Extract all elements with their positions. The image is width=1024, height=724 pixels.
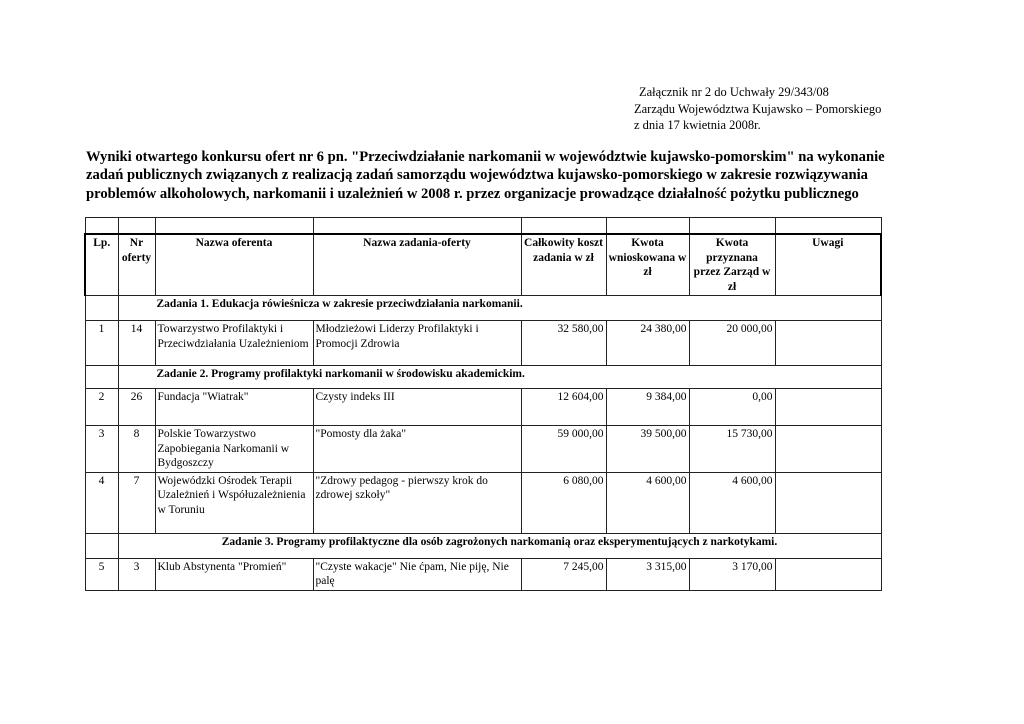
cell-uwagi [775,321,881,366]
cell-przyznana: 15 730,00 [689,426,775,473]
header-oferent: Nazwa oferenta [155,234,313,296]
table-row [85,389,881,426]
annex-note [634,84,881,134]
header-wnioskowana: Kwota wnioskowana w zł [606,234,689,296]
results-table [84,217,882,591]
cell-nr: 26 [118,389,155,426]
annex-line-2: Zarządu Województwa Kujawsko – Pomorskiego [634,101,882,116]
section-row [85,366,881,389]
cell-wnioskowana: 24 380,00 [606,321,689,366]
cell-lp: 1 [85,321,118,366]
section-lp-cell [85,366,118,389]
cell-uwagi [775,426,881,473]
cell-zadanie: Czysty indeks III [313,389,521,426]
cell-zadanie: Młodzieżowi Liderzy Profilaktyki i Promocji Zdrowia [313,321,521,366]
section-row [85,296,881,321]
header-lp: Lp. [85,234,118,296]
section-title: Zadania 1. Edukacja rówieśnicza w zakresie przeciwdziałania narkomanii. [118,296,881,321]
cell-oferent: Fundacja "Wiatrak" [155,389,313,426]
cell-zadanie: "Pomosty dla żaka" [313,426,521,473]
cell-oferent: Towarzystwo Profilaktyki i Przeciwdziałania Uzależnieniom [155,321,313,366]
header-nr: Nr oferty [118,234,155,296]
cell-przyznana: 3 170,00 [689,558,775,590]
cell-nr: 8 [118,426,155,473]
cell-przyznana: 4 600,00 [689,472,775,533]
section-title: Zadanie 2. Programy profilaktyki narkomanii w środowisku akademickim. [118,366,881,389]
section-row [85,533,881,558]
cell-przyznana: 20 000,00 [689,321,775,366]
cell-lp: 4 [85,472,118,533]
section-title: Zadanie 3. Programy profilaktyczne dla osób zagrożonych narkomanią oraz eksperymentujących z narkotykami. [118,533,881,558]
cell-lp: 3 [85,426,118,473]
cell-wnioskowana: 9 384,00 [606,389,689,426]
cell-wnioskowana: 39 500,00 [606,426,689,473]
section-lp-cell [85,296,118,321]
cell-koszt: 32 580,00 [521,321,606,366]
table-body [85,296,881,591]
cell-nr: 14 [118,321,155,366]
table-spacer-row [85,218,881,235]
cell-zadanie: "Czyste wakacje" Nie ćpam, Nie piję, Nie palę [313,558,521,590]
cell-uwagi [775,472,881,533]
cell-koszt: 6 080,00 [521,472,606,533]
header-zadanie: Nazwa zadania-oferty [313,234,521,296]
header-uwagi: Uwagi [775,234,881,296]
table-header-row [85,234,881,296]
cell-wnioskowana: 3 315,00 [606,558,689,590]
cell-przyznana: 0,00 [689,389,775,426]
cell-uwagi [775,558,881,590]
cell-oferent: Polskie Towarzystwo Zapobiegania Narkomanii w Bydgoszczy [155,426,313,473]
cell-wnioskowana: 4 600,00 [606,472,689,533]
annex-line-3: z dnia 17 kwietnia 2008r. [634,118,761,132]
table-row [85,472,881,533]
table-row [85,321,881,366]
cell-oferent: Klub Abstynenta "Promień" [155,558,313,590]
header-przyznana: Kwota przyznana przez Zarząd w zł [689,234,775,296]
cell-lp: 2 [85,389,118,426]
document-title: Wyniki otwartego konkursu ofert nr 6 pn. "Przeciwdziałanie narkomanii w województwie kujawsko-pomorskim" na wykonanie zadań publicznych związanych z realizacją zadań samorządu województwa kujawsko-pomorskiego w zakresie rozwiązywania problemów alkoholowych, narkomanii i uzależnień w 2008 r. przez organizacje prowadzące działalność pożytku publicznego [86,149,885,202]
cell-koszt: 7 245,00 [521,558,606,590]
cell-oferent: Wojewódzki Ośrodek Terapii Uzależnień i Współuzależnienia w Toruniu [155,472,313,533]
cell-zadanie: "Zdrowy pedagog - pierwszy krok do zdrowej szkoły" [313,472,521,533]
table-row [85,558,881,590]
cell-koszt: 59 000,00 [521,426,606,473]
header-koszt: Całkowity koszt zadania w zł [521,234,606,296]
annex-line-1: Załącznik nr 2 do Uchwały 29/343/08 [639,85,829,99]
table-row [85,426,881,473]
cell-nr: 7 [118,472,155,533]
cell-lp: 5 [85,558,118,590]
cell-koszt: 12 604,00 [521,389,606,426]
section-lp-cell [85,533,118,558]
cell-nr: 3 [118,558,155,590]
cell-uwagi [775,389,881,426]
